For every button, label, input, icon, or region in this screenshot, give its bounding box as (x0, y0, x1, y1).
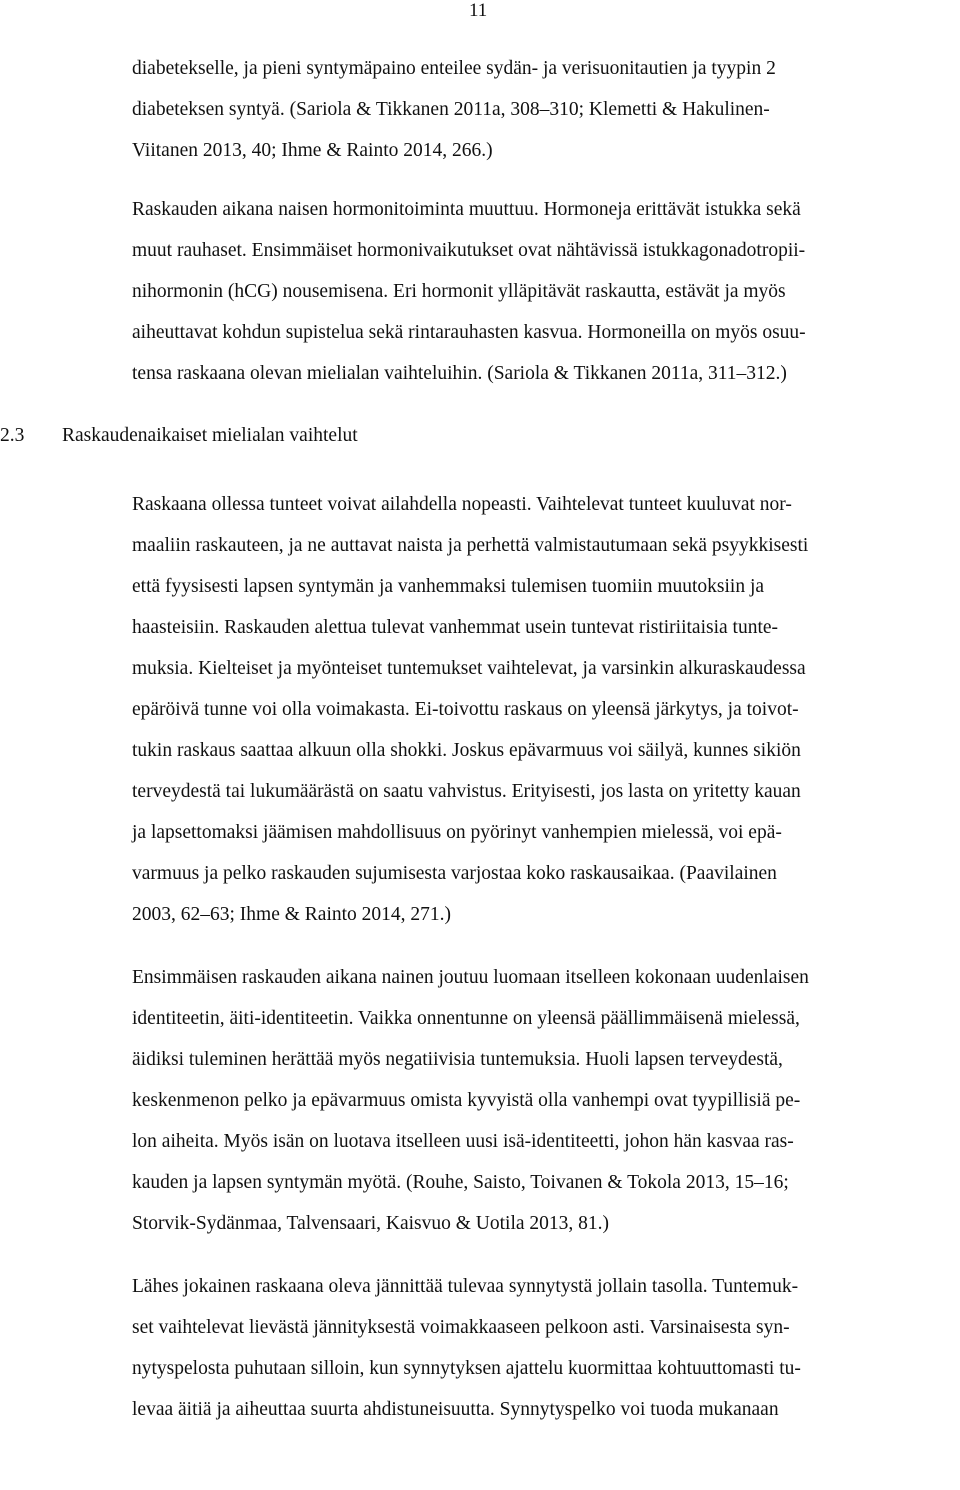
text-line: diabeteksen syntyä. (Sariola & Tikkanen 2011a, 308–310; Klemetti & Hakulinen- (132, 99, 770, 120)
paragraph (132, 484, 922, 935)
text-line: maaliin raskauteen, ja ne auttavat naista ja perhettä valmistautumaan sekä psyykkisesti (132, 535, 809, 556)
section-heading (0, 415, 922, 456)
text-line: aiheuttavat kohdun supistelua sekä rintarauhasten kasvua. Hormoneilla on myös osuu- (132, 322, 806, 343)
text-line: keskenmenon pelko ja epävarmuus omista kyvyistä olla vanhempi ovat tyypillisiä pe- (132, 1090, 801, 1111)
text-line: tukin raskaus saattaa alkuun olla shokki. Joskus epävarmuus voi säilyä, kunnes sikiön (132, 740, 801, 761)
document-body (0, 48, 922, 1430)
text-line: kauden ja lapsen syntymän myötä. (Rouhe, Saisto, Toivanen & Tokola 2013, 15–16; (132, 1172, 789, 1193)
text-line: Viitanen 2013, 40; Ihme & Rainto 2014, 266.) (132, 140, 493, 161)
page-number: 11 (469, 0, 488, 21)
text-line: terveydestä tai lukumäärästä on saatu vahvistus. Erityisesti, jos lasta on yritetty kauan (132, 781, 801, 802)
text-line: nihormonin (hCG) nousemisena. Eri hormonit ylläpitävät raskautta, estävät ja myös (132, 281, 786, 302)
text-line: Lähes jokainen raskaana oleva jännittää tulevaa synnytystä jollain tasolla. Tuntemuk- (132, 1276, 799, 1297)
text-line: lon aiheita. Myös isän on luotava itselleen uusi isä-identiteetti, johon hän kasvaa ras- (132, 1131, 794, 1152)
paragraph (132, 957, 922, 1244)
section-title: Raskaudenaikaiset mielialan vaihtelut (62, 425, 358, 446)
text-line: muksia. Kielteiset ja myönteiset tuntemukset vaihtelevat, ja varsinkin alkuraskaudessa (132, 658, 806, 679)
text-line: Storvik-Sydänmaa, Talvensaari, Kaisvuo & Uotila 2013, 81.) (132, 1213, 610, 1234)
text-line: äidiksi tuleminen herättää myös negatiivisia tuntemuksia. Huoli lapsen terveydestä, (132, 1049, 783, 1070)
text-line: identiteetin, äiti-identiteetin. Vaikka onnentunne on yleensä päällimmäisenä mielessä, (132, 1008, 800, 1029)
text-line: että fyysisesti lapsen syntymän ja vanhemmaksi tulemisen tuomiin muutoksiin ja (132, 576, 765, 597)
text-line: ja lapsettomaksi jäämisen mahdollisuus on pyörinyt vanhempien mielessä, voi epä- (132, 822, 782, 843)
text-line: diabetekselle, ja pieni syntymäpaino enteilee sydän- ja verisuonitautien ja tyypin 2 (132, 58, 776, 79)
text-line: varmuus ja pelko raskauden sujumisesta varjostaa koko raskausaikaa. (Paavilainen (132, 863, 777, 884)
text-line: 2003, 62–63; Ihme & Rainto 2014, 271.) (132, 904, 452, 925)
text-line: epäröivä tunne voi olla voimakasta. Ei-toivottu raskaus on yleensä järkytys, ja toivot- (132, 699, 799, 720)
text-line: levaa äitiä ja aiheuttaa suurta ahdistuneisuutta. Synnytyspelko voi tuoda mukanaan (132, 1399, 779, 1420)
text-line: Raskaana ollessa tunteet voivat ailahdella nopeasti. Vaihtelevat tunteet kuuluvat nor- (132, 494, 792, 515)
paragraph (132, 48, 922, 171)
text-line: haasteisiin. Raskauden alettua tulevat vanhemmat usein tuntevat ristiriitaisia tunte- (132, 617, 779, 638)
text-line: Raskauden aikana naisen hormonitoiminta muuttuu. Hormoneja erittävät istukka sekä (132, 199, 801, 220)
paragraph (132, 189, 922, 394)
text-line: set vaihtelevat lievästä jännityksestä voimakkaaseen pelkoon asti. Varsinaisesta syn- (132, 1317, 790, 1338)
text-line: nytyspelosta puhutaan silloin, kun synnytyksen ajattelu kuormittaa kohtuuttomasti tu- (132, 1358, 801, 1379)
paragraph (132, 1266, 922, 1430)
text-line: muut rauhaset. Ensimmäiset hormonivaikutukset ovat nähtävissä istukkagonadotropii- (132, 240, 806, 261)
section-number: 2.3 (0, 425, 25, 446)
text-line: Ensimmäisen raskauden aikana nainen joutuu luomaan itselleen kokonaan uudenlaisen (132, 967, 809, 988)
text-line: tensa raskaana olevan mielialan vaihteluihin. (Sariola & Tikkanen 2011a, 311–312.) (132, 363, 787, 384)
